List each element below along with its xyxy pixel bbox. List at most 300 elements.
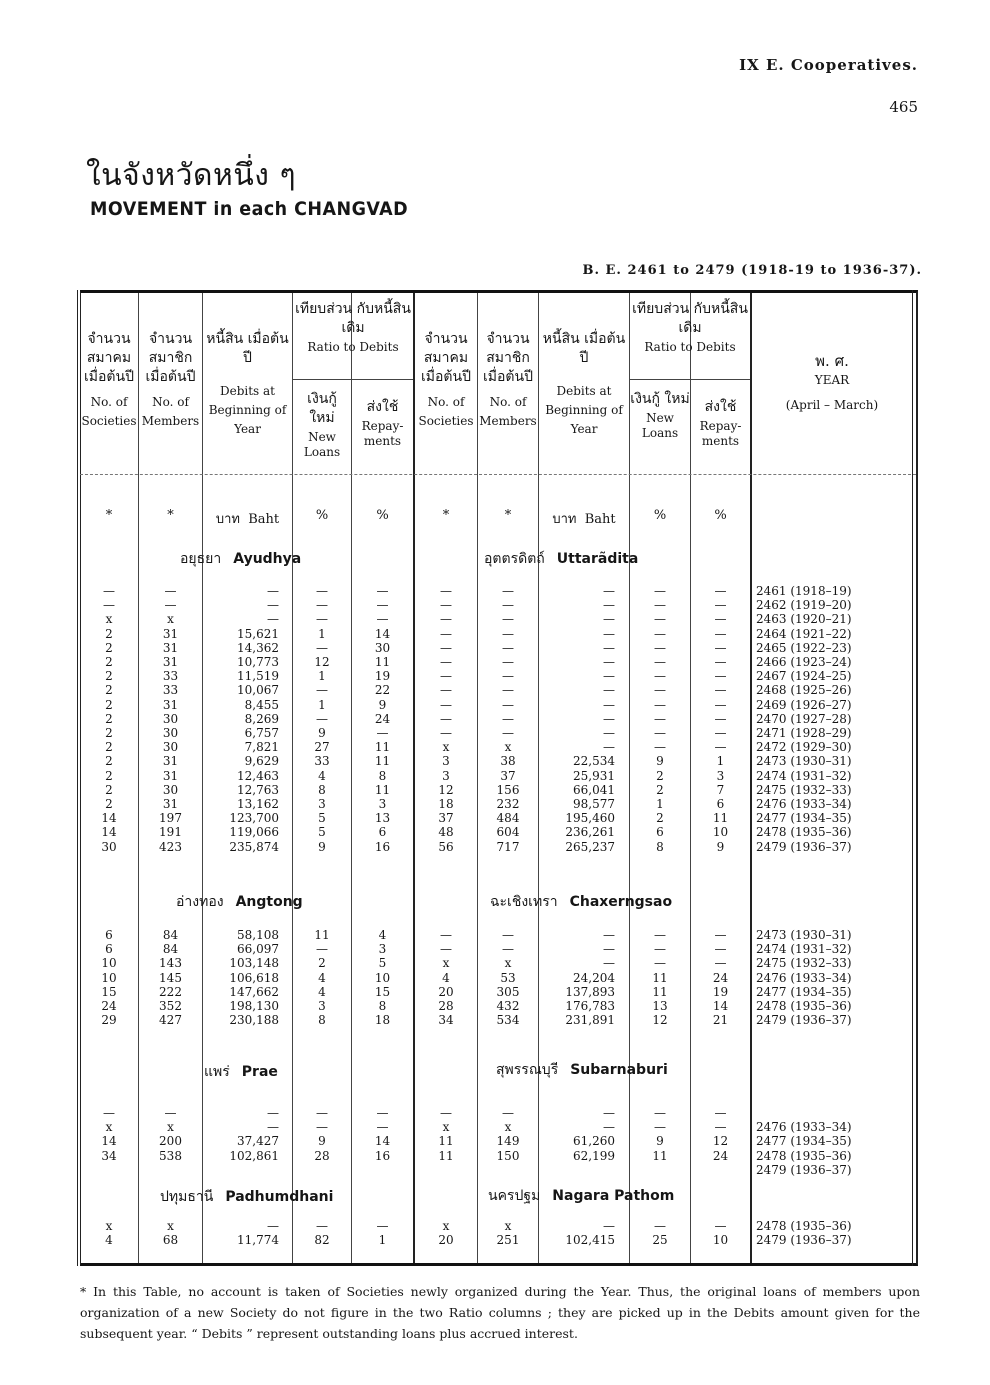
table-cell: 4 — [105, 1233, 113, 1248]
page-number: 465 — [889, 98, 918, 116]
section-name-en: Nagara Pathom — [552, 1188, 675, 1204]
table-cell: — — [603, 612, 615, 627]
table-cell: — — [103, 598, 115, 613]
table-cell: 24 — [101, 999, 117, 1013]
table-cell: — — [714, 711, 727, 726]
table-cell: — — [440, 669, 452, 684]
table-cell: 30 — [162, 740, 179, 755]
table-cell: 14 — [374, 1134, 391, 1149]
table-cell: — — [267, 1219, 279, 1233]
table-cell: 2 — [105, 697, 113, 712]
table-cell: 14 — [374, 626, 391, 641]
table-cell: 2 — [105, 669, 113, 684]
header-new-loans-en: New Loans — [641, 411, 679, 440]
year-cell: 2465 (1922–23) — [756, 640, 852, 655]
table-cell — [352, 1163, 413, 1177]
table-cell: — — [714, 928, 727, 942]
title-thai: ในจังหวัดหนึ่ง ๆ — [86, 158, 297, 193]
table-cell — [80, 1163, 138, 1177]
table-cell: — — [440, 584, 452, 598]
header-repayments-th: ส่งใช้ — [704, 399, 737, 415]
table-cell: 11 — [374, 754, 391, 769]
header-ratio-th: เทียบส่วน กับหนี้สินเดิม — [295, 301, 411, 336]
section-name-en: Prae — [241, 1064, 278, 1080]
table-cell: 1 — [716, 754, 725, 769]
table-cell: — — [654, 711, 666, 726]
table-cell: 11 — [652, 1148, 668, 1163]
header-ratio — [630, 300, 750, 357]
table-cell: 18 — [438, 797, 454, 811]
section-title-nagara-pathom — [488, 1185, 674, 1207]
table-cell: 56 — [438, 839, 454, 854]
table-row — [80, 698, 918, 712]
table-cell: — — [603, 1219, 615, 1233]
table-cell: 230,188 — [229, 1013, 279, 1028]
table-cell: 11 — [652, 984, 668, 999]
table-cell — [478, 1163, 538, 1177]
table-row — [80, 612, 918, 626]
table-cell: — — [502, 711, 514, 726]
table-cell: 37 — [500, 768, 516, 783]
header-ratio-en: Ratio to Debits — [307, 340, 399, 354]
year-cell: 2475 (1932–33) — [756, 782, 852, 797]
table-cell: 6 — [716, 797, 725, 811]
table-cell: 15 — [374, 984, 391, 999]
table-cell: 13 — [374, 811, 391, 826]
table-cell: 28 — [438, 999, 454, 1013]
table-cell: 2 — [105, 640, 113, 655]
section-name-th: สุพรรณบุรี — [496, 1062, 559, 1078]
table-cell: 717 — [496, 839, 520, 854]
table-cell: 14,362 — [237, 640, 279, 655]
table-cell: 427 — [159, 1013, 182, 1028]
table-cell: 195,460 — [565, 811, 615, 826]
table-cell: — — [376, 726, 389, 740]
table-cell: 147,662 — [229, 984, 279, 999]
table-cell: — — [603, 711, 615, 726]
unit-percent: % — [315, 508, 329, 523]
table-cell: — — [603, 598, 615, 613]
table-row — [80, 783, 918, 797]
table-cell: 4 — [318, 970, 326, 985]
table-row — [80, 669, 918, 683]
table-row — [80, 1163, 918, 1177]
year-cell: 2476 (1933–34) — [756, 797, 852, 811]
table-cell: 2 — [105, 655, 113, 669]
table-cell: — — [603, 942, 615, 957]
year-cell — [756, 1106, 906, 1120]
section-name-en: Ayudhya — [233, 551, 302, 567]
header-repayments-en: Repay- ments — [361, 419, 404, 448]
year-cell: 2461 (1918–19) — [756, 584, 852, 598]
table-cell: — — [502, 928, 514, 942]
year-cell: 2478 (1935–36) — [756, 999, 852, 1013]
table-cell: 19 — [374, 669, 391, 684]
table-cell: 66,041 — [573, 782, 615, 797]
table-cell: x — [105, 612, 113, 627]
section-title-prae — [204, 1061, 278, 1083]
section-name-th: แพร่ — [204, 1064, 230, 1080]
table-cell: 16 — [374, 839, 391, 854]
table-cell: — — [603, 697, 615, 712]
table-cell: 6 — [656, 825, 664, 840]
table-cell: 9,629 — [244, 754, 279, 769]
header-new-loans — [630, 390, 690, 441]
table-cell: — — [603, 584, 615, 598]
header-new-loans — [293, 390, 351, 460]
table-cell: — — [164, 1106, 177, 1120]
table-cell: — — [502, 942, 514, 957]
table-cell: 1 — [318, 626, 326, 641]
table-cell: 2 — [656, 811, 664, 826]
table-cell: 538 — [159, 1148, 182, 1163]
table-cell: — — [502, 598, 514, 613]
table-cell: 3 — [318, 999, 326, 1013]
year-cell: 2479 (1936–37) — [756, 1013, 852, 1028]
table-cell: 156 — [496, 782, 520, 797]
table-cell: 198,130 — [229, 999, 279, 1013]
table-cell: — — [654, 612, 666, 627]
table-cell: — — [316, 1120, 328, 1135]
header-repayments — [352, 398, 413, 449]
table-cell: — — [164, 584, 177, 598]
table-row — [80, 928, 918, 942]
table-cell: 7 — [716, 782, 725, 797]
table-cell: — — [440, 655, 452, 669]
year-cell: 2477 (1934–35) — [756, 984, 852, 999]
table-cell: — — [654, 740, 666, 755]
table-cell: 9 — [656, 1134, 664, 1149]
table-cell: 423 — [159, 839, 182, 854]
table-cell: — — [502, 612, 514, 627]
table-cell: — — [714, 1106, 727, 1120]
table-row — [80, 1149, 918, 1163]
table-cell: 31 — [162, 797, 179, 811]
table-cell: — — [316, 612, 328, 627]
table-row — [80, 956, 918, 970]
year-cell: 2475 (1932–33) — [756, 956, 852, 971]
header-members-en: No. of Members — [479, 395, 537, 428]
table-cell: 11 — [374, 740, 391, 755]
table-cell: 5 — [378, 956, 387, 971]
table-cell: — — [654, 1106, 666, 1120]
year-cell: 2474 (1931–32) — [756, 942, 852, 957]
table-cell: — — [376, 598, 389, 613]
table-cell: 27 — [314, 740, 330, 755]
table-cell: 98,577 — [573, 797, 615, 811]
table-cell: — — [316, 640, 328, 655]
table-cell: 24,204 — [573, 970, 615, 985]
table-cell: — — [376, 612, 389, 627]
table-cell: 12,763 — [237, 782, 279, 797]
table-cell: 3 — [318, 797, 326, 811]
header-members-th: จำนวน สมาชิก เมื่อต้นปี — [483, 331, 533, 385]
header-new-loans-th: เงินกู้ ใหม่ — [630, 391, 690, 407]
table-cell: 30 — [101, 839, 117, 854]
table-cell: 1 — [656, 797, 664, 811]
table-row — [80, 584, 918, 598]
table-cell: — — [440, 612, 452, 627]
table-cell: — — [714, 683, 727, 698]
table-row — [80, 740, 918, 754]
year-cell: 2469 (1926–27) — [756, 697, 852, 712]
table-cell: — — [316, 711, 328, 726]
table-cell: 8 — [378, 999, 387, 1013]
table-row — [80, 1013, 918, 1027]
table-cell: 484 — [496, 811, 520, 826]
table-cell: 232 — [496, 797, 520, 811]
table-cell: — — [440, 726, 452, 740]
header-societies-th: จำนวน สมาคม เมื่อต้นปี — [421, 331, 471, 385]
table-cell: — — [440, 626, 452, 641]
table-cell: 5 — [318, 811, 326, 826]
table-row — [80, 627, 918, 641]
table-cell: 20 — [438, 984, 454, 999]
table-cell: 3 — [442, 754, 450, 769]
table-cell: 604 — [496, 825, 520, 840]
section-name-th: อ่างทอง — [176, 894, 224, 910]
table-row — [80, 942, 918, 956]
header-new-loans-en: New Loans — [303, 430, 341, 459]
table-cell: 8 — [318, 782, 326, 797]
table-cell: — — [603, 928, 615, 942]
year-cell: 2478 (1935–36) — [756, 1148, 852, 1163]
table-cell: x — [504, 1219, 512, 1233]
table-cell: 33 — [314, 754, 330, 769]
table-cell: — — [603, 740, 615, 755]
table-cell: 82 — [314, 1233, 330, 1248]
table-cell: 66,097 — [237, 942, 279, 957]
table-row — [80, 754, 918, 768]
table-cell: 2 — [105, 740, 113, 755]
header-year-note: (April – March) — [785, 398, 879, 412]
table-cell: — — [654, 669, 666, 684]
table-cell: — — [603, 683, 615, 698]
table-cell: 235,874 — [229, 839, 279, 854]
header-year-en: YEAR — [814, 373, 850, 387]
section-title-chaxerngsao — [490, 891, 672, 913]
header-year-th: พ. ศ. — [815, 352, 849, 370]
table-row — [80, 769, 918, 783]
table-cell: 14 — [101, 1134, 117, 1149]
table-cell: 33 — [162, 683, 179, 698]
table-cell: 2 — [105, 683, 113, 698]
table-cell: 12 — [652, 1013, 668, 1028]
table-cell: 10 — [101, 970, 117, 985]
unit-star: * — [105, 508, 113, 523]
year-cell: 2463 (1920–21) — [756, 612, 852, 627]
table-cell: 24 — [712, 1148, 729, 1163]
header-debits-en: Debits at Beginning of Year — [208, 384, 287, 436]
table-cell: 13,162 — [237, 797, 279, 811]
unit-star: * — [504, 508, 512, 523]
table-cell: — — [267, 1120, 279, 1135]
table-cell: — — [603, 669, 615, 684]
unit-baht — [203, 508, 292, 529]
header-repayments-th: ส่งใช้ — [366, 399, 399, 415]
unit-baht — [539, 508, 629, 529]
table-cell: — — [316, 1219, 328, 1233]
header-societies-en: No. of Societies — [81, 395, 137, 428]
unit-baht-th: บาท — [215, 512, 240, 527]
table-cell: 103,148 — [229, 956, 279, 971]
table-cell: 68 — [162, 1233, 179, 1248]
table-cell: 176,783 — [565, 999, 615, 1013]
table-cell: 2 — [105, 726, 113, 740]
table-cell: 191 — [159, 825, 182, 840]
header-repayments — [691, 398, 750, 449]
table-cell: — — [714, 740, 727, 755]
table-cell: 25 — [652, 1233, 668, 1248]
section-title-subarnaburi — [496, 1059, 668, 1081]
table-cell: 2 — [105, 626, 113, 641]
section-name-en: Uttarãdita — [556, 551, 639, 567]
table-cell: 150 — [496, 1148, 520, 1163]
table-cell: 9 — [318, 839, 326, 854]
table-cell: 10 — [101, 956, 117, 971]
year-cell: 2473 (1930–31) — [756, 928, 852, 942]
section-name-th: อุตตรดิตถ์ — [484, 551, 545, 567]
table-cell: 2 — [105, 782, 113, 797]
header-debits-en: Debits at Beginning of Year — [545, 384, 623, 436]
table-cell: — — [376, 584, 389, 598]
table-cell: — — [502, 655, 514, 669]
table-cell: 29 — [101, 1013, 117, 1028]
table-cell: 14 — [101, 825, 117, 840]
table-cell: 21 — [712, 1013, 729, 1028]
section-name-en: Subarnaburi — [570, 1062, 668, 1078]
unit-baht-th: บาท — [552, 512, 577, 527]
table-cell: 14 — [712, 999, 729, 1013]
table-cell: — — [440, 640, 452, 655]
table-cell: 30 — [162, 726, 179, 740]
table-cell: — — [502, 1106, 514, 1120]
header-members — [478, 330, 538, 431]
table-cell: 18 — [374, 1013, 391, 1028]
table-cell: 31 — [162, 626, 179, 641]
table-cell: — — [603, 640, 615, 655]
table-cell: — — [164, 598, 177, 613]
table-row — [80, 655, 918, 669]
table-cell: 61,260 — [573, 1134, 615, 1149]
table-cell: 10 — [712, 825, 729, 840]
section-name-en: Angtong — [235, 894, 303, 910]
table-cell: 13 — [652, 999, 668, 1013]
table-cell: 84 — [162, 928, 179, 942]
section-title-padhumdhani — [160, 1186, 333, 1208]
table-cell: 102,861 — [229, 1148, 279, 1163]
table-cell: 137,893 — [565, 984, 615, 999]
table-cell: 28 — [314, 1148, 330, 1163]
table-cell: — — [714, 726, 727, 740]
table-cell: 11 — [712, 811, 729, 826]
table-cell: — — [714, 956, 727, 971]
table-row — [80, 1219, 918, 1233]
unit-percent: % — [653, 508, 667, 523]
table-cell: 8 — [656, 839, 664, 854]
table-cell: 53 — [500, 970, 516, 985]
year-cell: 2474 (1931–32) — [756, 768, 852, 783]
table-cell: 1 — [378, 1233, 387, 1248]
table-cell: — — [603, 626, 615, 641]
table-cell: — — [502, 726, 514, 740]
unit-percent: % — [376, 508, 389, 523]
table-row — [80, 1134, 918, 1148]
year-cell: 2476 (1933–34) — [756, 970, 852, 985]
table-cell — [293, 1163, 351, 1177]
table-cell: 11 — [652, 970, 668, 985]
table-cell: 432 — [496, 999, 520, 1013]
year-cell: 2478 (1935–36) — [756, 1219, 852, 1233]
table-row — [80, 598, 918, 612]
table-cell: — — [376, 1106, 389, 1120]
table-cell: 22,534 — [573, 754, 615, 769]
table-cell: — — [316, 942, 328, 957]
period-label: B. E. 2461 to 2479 (1918-19 to 1936-37). — [582, 263, 922, 278]
header-societies-th: จำนวน สมาคม เมื่อต้นปี — [84, 331, 134, 385]
table-cell: — — [440, 683, 452, 698]
table-cell: 37 — [438, 811, 454, 826]
table-cell: — — [714, 626, 727, 641]
table-cell: 2 — [105, 754, 113, 769]
table-cell: — — [376, 1219, 389, 1233]
table-cell: — — [267, 584, 279, 598]
table-row — [80, 1106, 918, 1120]
table-cell: 31 — [162, 640, 179, 655]
table-cell: — — [440, 928, 452, 942]
unit-percent: % — [714, 508, 727, 523]
table-cell: 1 — [318, 697, 326, 712]
table-cell: 2 — [105, 797, 113, 811]
table-cell: 149 — [496, 1134, 520, 1149]
table-cell: 8,269 — [244, 711, 279, 726]
frame-double-line-left — [77, 290, 78, 1266]
table-cell: — — [714, 584, 727, 598]
table-cell: 30 — [374, 640, 391, 655]
year-cell: 2476 (1933–34) — [756, 1120, 852, 1135]
table-cell: — — [714, 640, 727, 655]
table-cell: 102,415 — [565, 1233, 615, 1248]
table-cell: 6 — [378, 825, 387, 840]
year-cell: 2467 (1924–25) — [756, 669, 852, 684]
table-cell: — — [267, 1106, 279, 1120]
table-cell: — — [654, 584, 666, 598]
table-cell: 15 — [101, 984, 117, 999]
table-cell: — — [654, 956, 666, 971]
section-name-th: ปทุมธานี — [160, 1189, 214, 1205]
table-cell: — — [603, 1106, 615, 1120]
table-cell: 31 — [162, 697, 179, 712]
table-cell: — — [603, 726, 615, 740]
table-cell: 352 — [159, 999, 182, 1013]
table-cell: — — [502, 640, 514, 655]
table-cell: 31 — [162, 754, 179, 769]
table-cell: 10 — [374, 970, 391, 985]
table-cell — [539, 1163, 615, 1177]
header-new-loans-th: เงินกู้ ใหม่ — [307, 391, 337, 426]
table-cell: — — [502, 626, 514, 641]
table-cell: 3 — [378, 942, 387, 957]
table-cell: 34 — [438, 1013, 454, 1028]
table-cell: — — [316, 683, 328, 698]
table-cell: x — [105, 1219, 113, 1233]
table-cell: 2 — [656, 782, 664, 797]
table-cell: x — [504, 740, 512, 755]
table-cell: — — [654, 683, 666, 698]
table-cell: — — [603, 956, 615, 971]
table-cell: 2 — [105, 768, 113, 783]
table-cell: 12 — [314, 655, 330, 669]
